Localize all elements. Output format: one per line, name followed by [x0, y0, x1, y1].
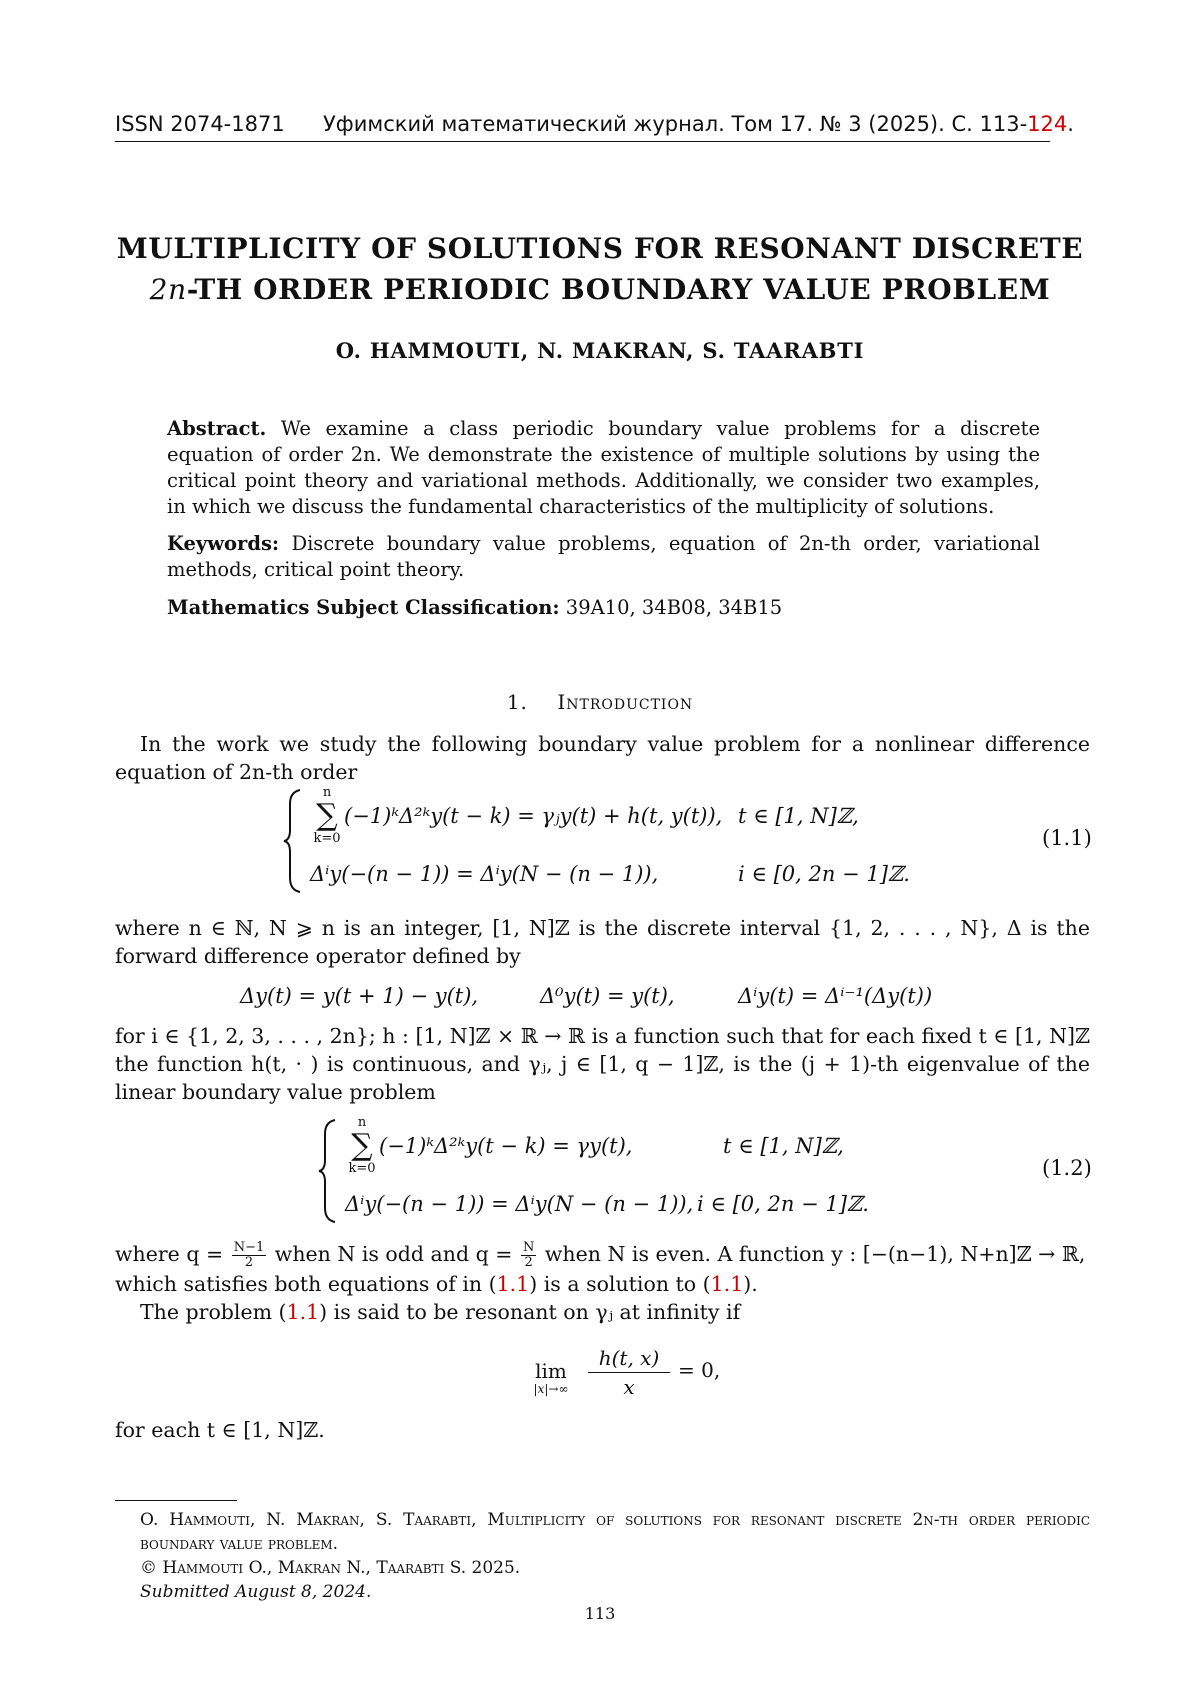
eq1-line1: (−1)ᵏΔ²ᵏy(t − k) = γⱼy(t) + h(t, y(t)),: [344, 804, 723, 828]
sum-symbol: ∑: [316, 798, 338, 833]
eq2-line1: (−1)ᵏΔ²ᵏy(t − k) = γy(t),: [379, 1134, 633, 1158]
journal-citation: Уфимский математический журнал. Том 17. № 3 (2025). С. 113-124.: [323, 112, 1074, 136]
abstract-text: We examine a class periodic boundary value problems for a discrete equation of order 2n. We demonstrate the existence of multiple solutions by using the critical point theory and variational methods. Additionally, we consider two examples, in which we discuss the fundamental characteristics of the multiplicity of solutions.: [167, 417, 1040, 518]
difference-def-1: Δy(t) = y(t + 1) − y(t),: [240, 984, 479, 1008]
issn-text: ISSN 2074-1871: [115, 112, 285, 136]
page-number: 113: [584, 1604, 616, 1623]
equation-label-1-2: (1.2): [1042, 1156, 1092, 1180]
sum-block: n ∑ k=0: [345, 1116, 379, 1176]
ref-link-1-1[interactable]: 1.1: [496, 1272, 530, 1296]
problem-paragraph: The problem (1.1) is said to be resonant on γⱼ at infinity if: [140, 1300, 741, 1324]
sum-symbol: ∑: [351, 1128, 373, 1163]
intro-paragraph: In the work we study the following boundary value problem for a nonlinear difference equation of 2n-th order: [115, 732, 1090, 784]
eq1-line2: Δⁱy(−(n − 1)) = Δⁱy(N − (n − 1)),: [310, 862, 659, 886]
eq2-line1-condition: t ∈ [1, N]ℤ,: [723, 1134, 844, 1158]
section-heading: 1. Introduction: [506, 690, 694, 714]
fraction-n-minus-1-over-2: $\frac{N-1}{2}$: [233, 1240, 265, 1270]
ref-link-1-1[interactable]: 1.1: [286, 1300, 320, 1324]
eq2-line2: Δⁱy(−(n − 1)) = Δⁱy(N − (n − 1)),: [345, 1192, 694, 1216]
limit-equation: lim |x|→∞ h(t, x) x = 0,: [533, 1346, 721, 1399]
sum-block: n ∑ k=0: [310, 786, 344, 846]
footnote: [140, 1508, 1090, 1604]
footnote-copyright: © Hammouti O., Makran N., Taarabti S. 2025.: [140, 1558, 521, 1578]
equation-1-2: [317, 1116, 917, 1226]
left-brace-icon: [282, 786, 304, 896]
equation-1-1: [282, 786, 922, 896]
where-paragraph-2: for i ∈ {1, 2, 3, . . . , 2n}; h : [1, N]ℤ × ℝ → ℝ is a function such that for each fixed t ∈ [1, N]ℤ the function h(t, · ) is continuous, and γⱼ, j ∈ [1, q − 1]ℤ, is the (j + 1)-th eigenvalue of the linear boundary value problem: [115, 1024, 1090, 1104]
keywords-text: Discrete boundary value problems, equation of 2n-th order, variational methods, critical point theory.: [167, 532, 1040, 581]
title-line-1: MULTIPLICITY OF SOLUTIONS FOR RESONANT DISCRETE: [116, 232, 1084, 265]
where-paragraph-3: where q = $\frac{N-1}{2}$ when N is odd and q = $\frac{N}{2}$ when N is even. A function y : [−(n−1), N+n]ℤ → ℝ,: [115, 1240, 1086, 1270]
fraction-n-over-2: $\frac{N}{2}$: [522, 1240, 535, 1270]
difference-def-2: Δ⁰y(t) = y(t),: [540, 984, 675, 1008]
for-each-line: for each t ∈ [1, N]ℤ.: [115, 1418, 325, 1442]
difference-def-3: Δⁱy(t) = Δⁱ⁻¹(Δy(t)): [738, 984, 933, 1008]
end-page-link[interactable]: 124: [1027, 112, 1068, 136]
authors: O. HAMMOUTI, N. MAKRAN, S. TAARABTI: [335, 338, 865, 363]
msc-label: Mathematics Subject Classification:: [167, 596, 560, 619]
header-rule: [115, 141, 1050, 142]
keywords: [167, 531, 1040, 583]
keywords-label: Keywords:: [167, 532, 280, 555]
eq1-line2-condition: i ∈ [0, 2n − 1]ℤ.: [738, 862, 910, 886]
abstract: [167, 416, 1040, 520]
msc: [167, 595, 1040, 621]
footnote-submitted: Submitted August 8, 2024.: [140, 1582, 372, 1602]
limit-fraction: h(t, x) x: [588, 1344, 670, 1401]
msc-text: 39A10, 34B08, 34B15: [565, 596, 783, 619]
eq2-line2-condition: i ∈ [0, 2n − 1]ℤ.: [697, 1192, 869, 1216]
title-line-2: 2n-TH ORDER PERIODIC BOUNDARY VALUE PROBLEM: [149, 273, 1051, 306]
abstract-label: Abstract.: [167, 417, 267, 440]
footnote-citation: O. Hammouti, N. Makran, S. Taarabti, Multiplicity of solutions for resonant discrete 2n-th order periodic boundary value problem.: [140, 1510, 1090, 1554]
where-paragraph-1: where n ∈ ℕ, N ⩾ n is an integer, [1, N]ℤ is the discrete interval {1, 2, . . . , N}, Δ is the forward difference operator defined by: [115, 916, 1090, 968]
equation-label-1-1: (1.1): [1042, 826, 1092, 850]
ref-link-1-1[interactable]: 1.1: [710, 1272, 744, 1296]
paper-title: [100, 228, 1100, 310]
left-brace-icon: [317, 1116, 339, 1226]
which-paragraph: which satisfies both equations of in (1.1) is a solution to (1.1).: [115, 1272, 758, 1296]
eq1-line1-condition: t ∈ [1, N]ℤ,: [738, 804, 859, 828]
footnote-rule: [115, 1500, 237, 1501]
